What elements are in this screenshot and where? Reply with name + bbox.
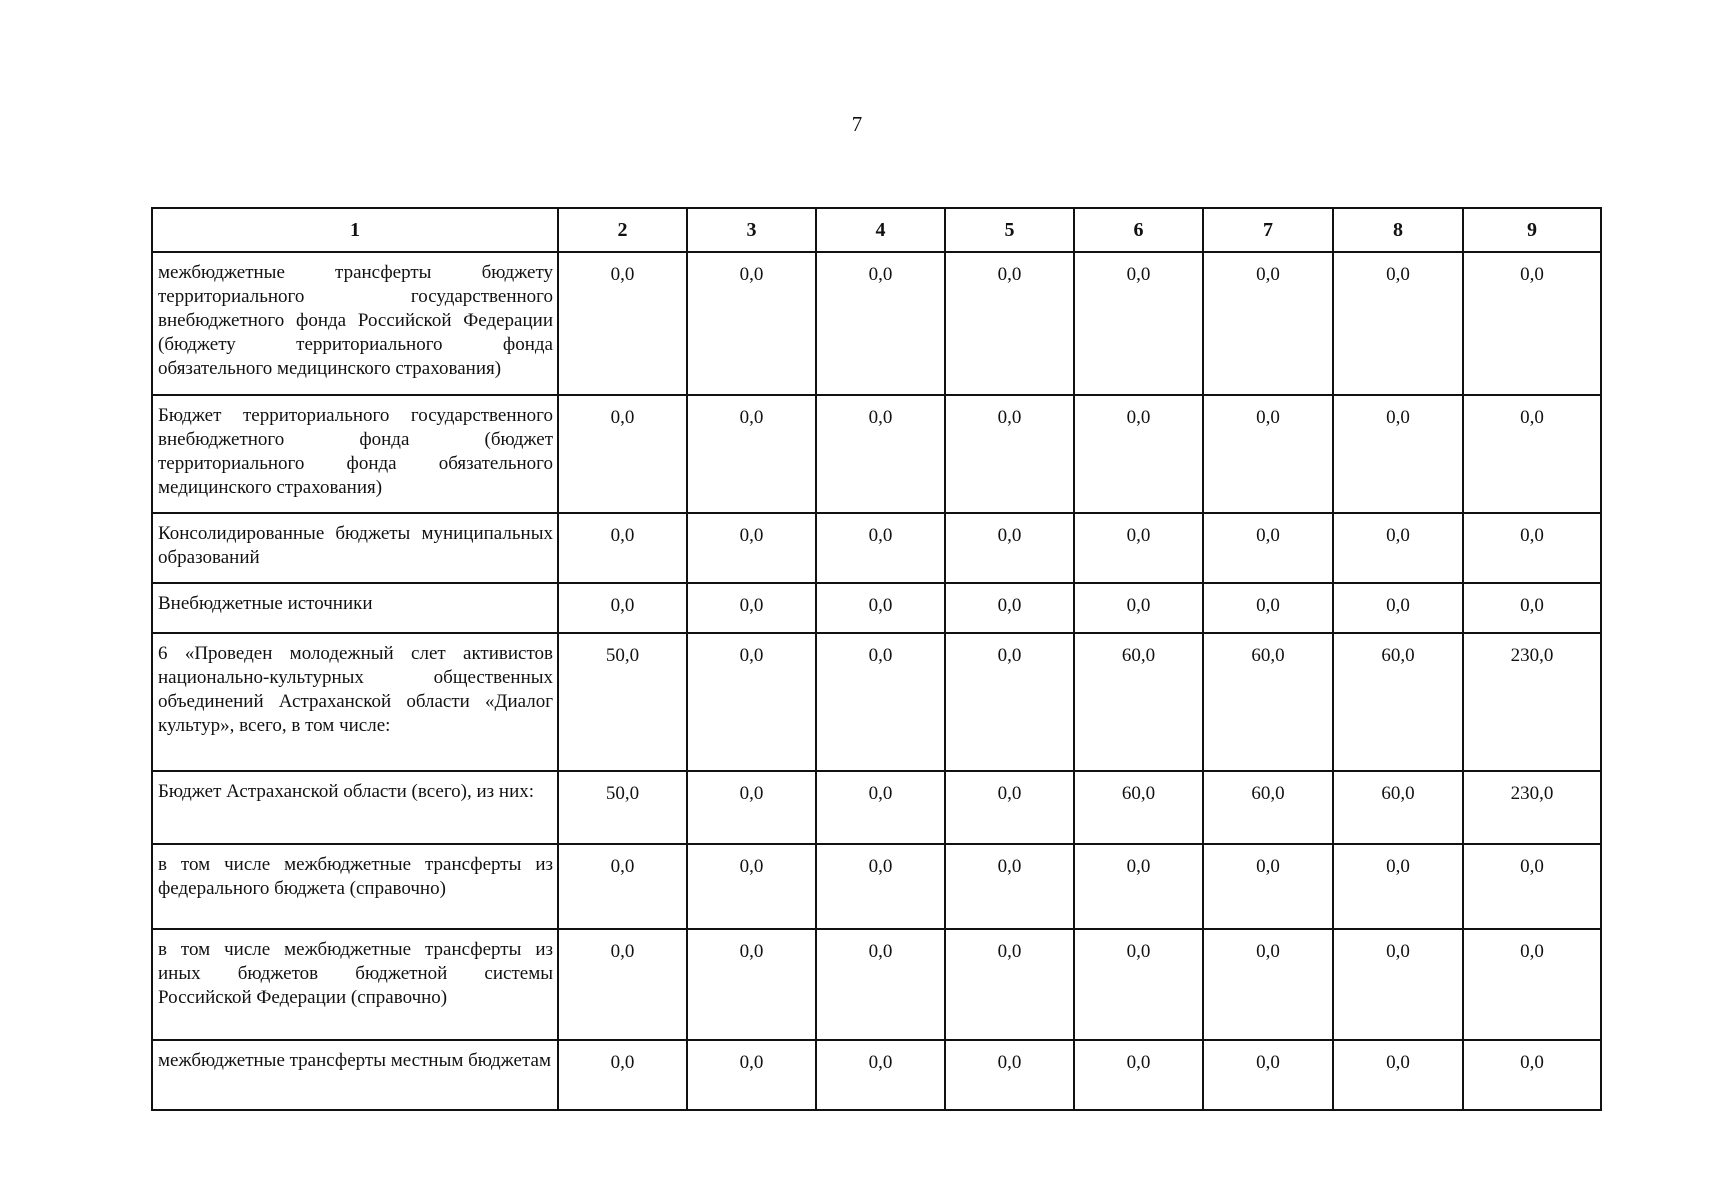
column-header: 8 bbox=[1333, 208, 1463, 252]
row-label: Консолидированные бюджеты муниципальных образований bbox=[152, 513, 558, 583]
page-number: 7 bbox=[851, 112, 863, 136]
table-row bbox=[152, 252, 1601, 395]
value-cell: 0,0 bbox=[1074, 395, 1203, 513]
table-row bbox=[152, 583, 1601, 633]
value-cell: 0,0 bbox=[558, 395, 687, 513]
column-header: 4 bbox=[816, 208, 945, 252]
table-header-row bbox=[152, 208, 1601, 252]
table-row bbox=[152, 929, 1601, 1040]
value-cell: 0,0 bbox=[1203, 1040, 1333, 1110]
value-cell: 0,0 bbox=[687, 844, 816, 929]
value-cell: 0,0 bbox=[945, 395, 1074, 513]
value-cell: 0,0 bbox=[1333, 395, 1463, 513]
table-row bbox=[152, 1040, 1601, 1110]
value-cell: 0,0 bbox=[1203, 395, 1333, 513]
value-cell: 0,0 bbox=[1333, 583, 1463, 633]
row-label: 6 «Проведен молодежный слет активистов национально-культурных общественных объединений Астраханской области «Диалог культур», всего, в том числе: bbox=[152, 633, 558, 771]
value-cell: 0,0 bbox=[945, 513, 1074, 583]
value-cell: 0,0 bbox=[945, 252, 1074, 395]
value-cell: 0,0 bbox=[945, 844, 1074, 929]
value-cell: 60,0 bbox=[1074, 771, 1203, 844]
value-cell: 230,0 bbox=[1463, 771, 1601, 844]
value-cell: 0,0 bbox=[816, 583, 945, 633]
value-cell: 0,0 bbox=[1203, 513, 1333, 583]
table-row bbox=[152, 513, 1601, 583]
row-label: в том числе межбюджетные трансферты из федерального бюджета (справочно) bbox=[152, 844, 558, 929]
value-cell: 0,0 bbox=[945, 1040, 1074, 1110]
column-header: 3 bbox=[687, 208, 816, 252]
value-cell: 0,0 bbox=[816, 771, 945, 844]
budget-table bbox=[151, 207, 1602, 1111]
value-cell: 0,0 bbox=[945, 633, 1074, 771]
column-header: 2 bbox=[558, 208, 687, 252]
value-cell: 0,0 bbox=[558, 252, 687, 395]
row-label: Внебюджетные источники bbox=[152, 583, 558, 633]
value-cell: 0,0 bbox=[1203, 929, 1333, 1040]
value-cell: 0,0 bbox=[1463, 513, 1601, 583]
value-cell: 0,0 bbox=[1463, 844, 1601, 929]
value-cell: 0,0 bbox=[1074, 252, 1203, 395]
value-cell: 0,0 bbox=[1074, 844, 1203, 929]
value-cell: 0,0 bbox=[687, 513, 816, 583]
value-cell: 0,0 bbox=[1333, 1040, 1463, 1110]
value-cell: 0,0 bbox=[816, 1040, 945, 1110]
value-cell: 0,0 bbox=[558, 1040, 687, 1110]
value-cell: 0,0 bbox=[1333, 929, 1463, 1040]
row-label: межбюджетные трансферты бюджету территориального государственного внебюджетного фонда Российской Федерации (бюджету территориального фонда обязательного медицинского страхования) bbox=[152, 252, 558, 395]
value-cell: 0,0 bbox=[816, 252, 945, 395]
value-cell: 0,0 bbox=[558, 844, 687, 929]
value-cell: 0,0 bbox=[816, 929, 945, 1040]
value-cell: 230,0 bbox=[1463, 633, 1601, 771]
value-cell: 0,0 bbox=[687, 771, 816, 844]
column-header: 5 bbox=[945, 208, 1074, 252]
value-cell: 60,0 bbox=[1333, 771, 1463, 844]
value-cell: 0,0 bbox=[687, 395, 816, 513]
value-cell: 0,0 bbox=[945, 929, 1074, 1040]
value-cell: 0,0 bbox=[687, 252, 816, 395]
row-label: Бюджет Астраханской области (всего), из них: bbox=[152, 771, 558, 844]
value-cell: 0,0 bbox=[558, 583, 687, 633]
value-cell: 0,0 bbox=[1463, 395, 1601, 513]
value-cell: 0,0 bbox=[1203, 252, 1333, 395]
value-cell: 0,0 bbox=[558, 513, 687, 583]
table-row bbox=[152, 633, 1601, 771]
value-cell: 0,0 bbox=[1074, 929, 1203, 1040]
row-label: Бюджет территориального государственного внебюджетного фонда (бюджет территориального фонда обязательного медицинского страхования) bbox=[152, 395, 558, 513]
column-header: 6 bbox=[1074, 208, 1203, 252]
value-cell: 0,0 bbox=[687, 929, 816, 1040]
value-cell: 60,0 bbox=[1203, 771, 1333, 844]
column-header: 7 bbox=[1203, 208, 1333, 252]
value-cell: 0,0 bbox=[558, 929, 687, 1040]
value-cell: 0,0 bbox=[687, 1040, 816, 1110]
value-cell: 0,0 bbox=[1203, 844, 1333, 929]
value-cell: 0,0 bbox=[1074, 583, 1203, 633]
value-cell: 60,0 bbox=[1333, 633, 1463, 771]
column-header: 9 bbox=[1463, 208, 1601, 252]
value-cell: 0,0 bbox=[816, 633, 945, 771]
column-header: 1 bbox=[152, 208, 558, 252]
value-cell: 0,0 bbox=[1463, 1040, 1601, 1110]
value-cell: 0,0 bbox=[1074, 1040, 1203, 1110]
value-cell: 0,0 bbox=[1333, 513, 1463, 583]
value-cell: 0,0 bbox=[816, 513, 945, 583]
value-cell: 0,0 bbox=[816, 844, 945, 929]
table-row bbox=[152, 395, 1601, 513]
value-cell: 0,0 bbox=[1333, 844, 1463, 929]
value-cell: 0,0 bbox=[1463, 583, 1601, 633]
value-cell: 50,0 bbox=[558, 771, 687, 844]
value-cell: 0,0 bbox=[945, 771, 1074, 844]
value-cell: 0,0 bbox=[1463, 252, 1601, 395]
value-cell: 0,0 bbox=[816, 395, 945, 513]
value-cell: 0,0 bbox=[1074, 513, 1203, 583]
value-cell: 0,0 bbox=[687, 583, 816, 633]
value-cell: 60,0 bbox=[1203, 633, 1333, 771]
value-cell: 0,0 bbox=[1463, 929, 1601, 1040]
table-row bbox=[152, 844, 1601, 929]
row-label: в том числе межбюджетные трансферты из иных бюджетов бюджетной системы Российской Федерации (справочно) bbox=[152, 929, 558, 1040]
value-cell: 60,0 bbox=[1074, 633, 1203, 771]
table-row bbox=[152, 771, 1601, 844]
value-cell: 0,0 bbox=[687, 633, 816, 771]
row-label: межбюджетные трансферты местным бюджетам bbox=[152, 1040, 558, 1110]
value-cell: 0,0 bbox=[1203, 583, 1333, 633]
value-cell: 0,0 bbox=[945, 583, 1074, 633]
value-cell: 50,0 bbox=[558, 633, 687, 771]
value-cell: 0,0 bbox=[1333, 252, 1463, 395]
